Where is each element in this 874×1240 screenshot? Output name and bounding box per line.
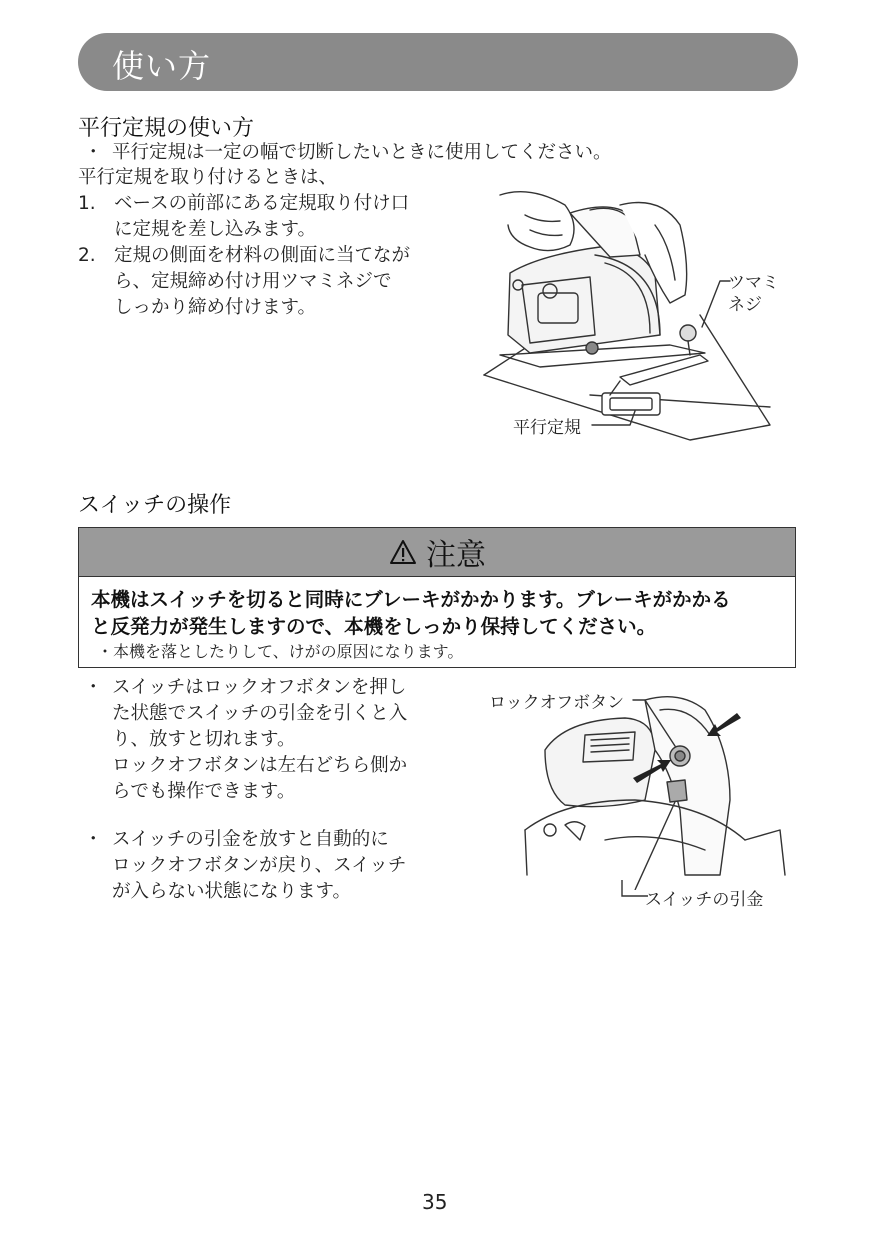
list-line: ロックオフボタンが戻り、スイッチ xyxy=(112,855,407,876)
callout-lock-off-button: ロックオフボタン xyxy=(489,693,625,713)
bullet-mark: ・ xyxy=(84,142,103,163)
caution-sub-text: 本機を落としたりして、けがの原因になります。 xyxy=(113,642,464,661)
bullet-mark: ・ xyxy=(97,642,114,661)
bullet-mark: ・ xyxy=(84,677,103,698)
caution-heading: 注意 xyxy=(426,538,486,573)
section1-bullet-text: 平行定規は一定の幅で切断したいときに使用してください。 xyxy=(112,142,612,163)
caution-box xyxy=(78,527,796,668)
list-item xyxy=(78,827,468,905)
step-number: 1. xyxy=(78,193,96,214)
caution-sub xyxy=(91,640,783,664)
step-line: ら、定規締め付け用ツマミネジで xyxy=(114,271,392,292)
callout-knob-line: ツマミ xyxy=(728,273,779,293)
list-line: スイッチはロックオフボタンを押し xyxy=(112,677,407,698)
callout-knob-line: ネジ xyxy=(728,295,762,315)
page-header xyxy=(78,33,798,91)
list-line: が入らない状態になります。 xyxy=(112,881,352,902)
page-number: 35 xyxy=(422,1190,448,1214)
warning-triangle-icon xyxy=(388,538,418,566)
bullet-mark: ・ xyxy=(84,829,103,850)
step-line: に定規を差し込みます。 xyxy=(114,219,317,240)
caution-header xyxy=(79,528,795,577)
switch-illustration xyxy=(505,690,795,890)
page-title: 使い方 xyxy=(112,47,212,85)
step-item xyxy=(78,243,468,321)
list-item xyxy=(78,675,468,805)
section-title-switch-operation: スイッチの操作 xyxy=(78,493,232,518)
section1-steps xyxy=(78,191,468,321)
section1-bullet xyxy=(78,140,718,166)
caution-body xyxy=(79,577,795,664)
step-item xyxy=(78,191,468,243)
step-number: 2. xyxy=(78,245,96,266)
caution-main-line: 本機はスイッチを切ると同時にブレーキがかかります。ブレーキがかかる xyxy=(91,588,731,611)
list-line: ロックオフボタンは左右どちら側か xyxy=(112,755,408,776)
list-line: らでも操作できます。 xyxy=(112,781,296,802)
list-line: り、放すと切れます。 xyxy=(112,729,296,750)
list-line: た状態でスイッチの引金を引くと入 xyxy=(112,703,408,724)
callout-parallel-guide: 平行定規 xyxy=(513,418,581,438)
caution-main-line: と反発力が発生しますので、本機をしっかり保持してください。 xyxy=(91,615,657,638)
section2-bullets xyxy=(78,675,468,905)
step-line: しっかり締め付けます。 xyxy=(114,297,317,318)
section-title-parallel-guide: 平行定規の使い方 xyxy=(78,116,255,141)
list-line: スイッチの引金を放すと自動的に xyxy=(112,829,389,850)
callout-switch-trigger: スイッチの引金 xyxy=(645,890,764,910)
callout-knob-screw xyxy=(728,272,779,316)
step-line: ベースの前部にある定規取り付け口 xyxy=(114,193,410,214)
section1-intro: 平行定規を取り付けるときは、 xyxy=(78,167,338,188)
step-line: 定規の側面を材料の側面に当てなが xyxy=(114,245,411,266)
